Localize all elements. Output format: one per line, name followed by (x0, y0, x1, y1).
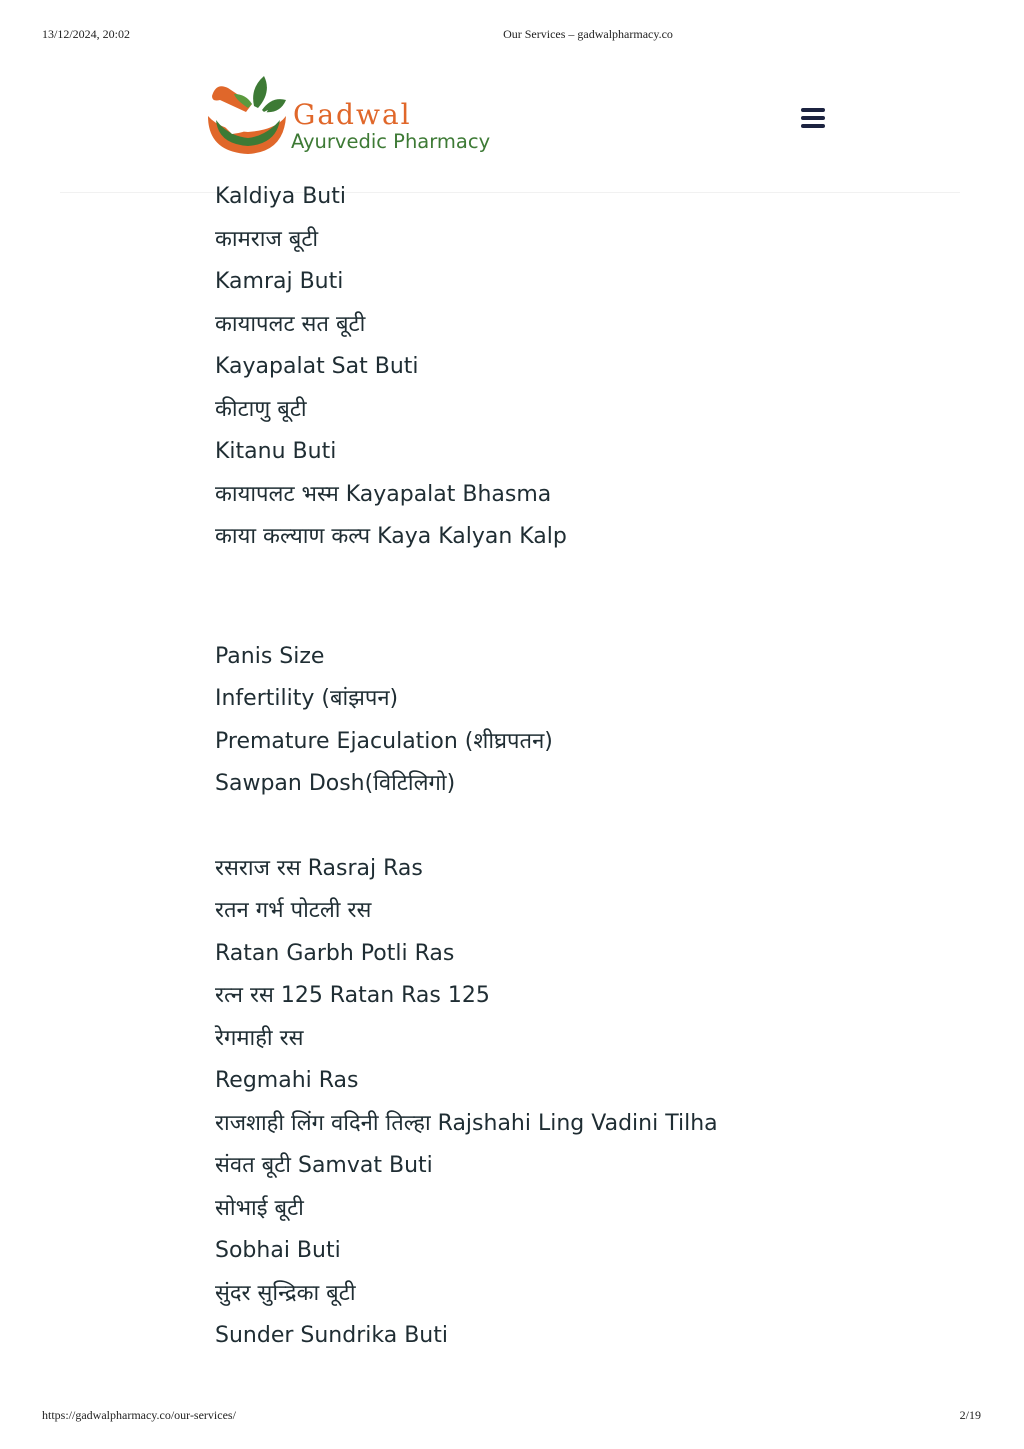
service-item: Sunder Sundrika Buti (215, 1323, 448, 1348)
service-item: कायापलट सत बूटी (215, 311, 366, 337)
service-item: सोभाई बूटी (215, 1195, 304, 1221)
print-page-number: 2/19 (959, 1408, 981, 1422)
service-item: Kayapalat Sat Buti (215, 354, 419, 379)
service-item: सुंदर सुन्द्रिका बूटी (215, 1280, 356, 1306)
service-item: रत्न रस 125 Ratan Ras 125 (215, 983, 490, 1008)
site-header (60, 60, 960, 193)
service-item: काया कल्याण कल्प Kaya Kalyan Kalp (215, 524, 567, 549)
service-item: राजशाही लिंग वदिनी तिल्हा Rajshahi Ling Vadini Tilha (215, 1110, 718, 1136)
service-item: Ratan Garbh Potli Ras (215, 940, 455, 966)
menu-bar (801, 108, 825, 112)
spacer (215, 559, 975, 636)
menu-bar (801, 124, 825, 128)
service-item: रेगमाही रस (215, 1025, 304, 1051)
service-item: कामराज बूटी (215, 226, 319, 252)
service-item: Kaldiya Buti (215, 184, 346, 209)
services-list (215, 176, 975, 1358)
service-item: Kamraj Buti (215, 269, 344, 294)
print-url: https://gadwalpharmacy.co/our-services/ (42, 1408, 236, 1422)
spacer (215, 806, 975, 848)
service-item: Sobhai Buti (215, 1238, 341, 1263)
service-item: कीटाणु बूटी (215, 396, 307, 422)
service-item: Sawpan Dosh(विटिलिगो) (215, 771, 456, 796)
mortar-pestle-leaf-icon (206, 74, 290, 158)
print-datetime: 13/12/2024, 20:02 (42, 27, 131, 41)
service-item: Panis Size (215, 643, 325, 669)
brand-tagline: Ayurvedic Pharmacy (291, 130, 491, 153)
site-logo[interactable] (206, 74, 516, 158)
service-item: रतन गर्भ पोटली रस (215, 898, 372, 923)
print-footer (0, 1408, 1024, 1424)
print-page-title: Our Services – gadwalpharmacy.co (503, 27, 673, 41)
service-item: Infertility (बांझपन) (215, 686, 399, 711)
menu-bar (801, 116, 825, 120)
print-header (0, 27, 1024, 43)
service-item: Regmahi Ras (215, 1068, 359, 1093)
hamburger-menu-icon[interactable] (799, 106, 827, 130)
service-item: रसराज रस Rasraj Ras (215, 855, 423, 881)
service-item: Kitanu Buti (215, 439, 337, 464)
brand-name: Gadwal (293, 98, 412, 131)
service-item: संवत बूटी Samvat Buti (215, 1153, 433, 1178)
service-item: कायापलट भस्म Kayapalat Bhasma (215, 481, 552, 507)
service-item: Premature Ejaculation (शीघ्रपतन) (215, 728, 553, 754)
